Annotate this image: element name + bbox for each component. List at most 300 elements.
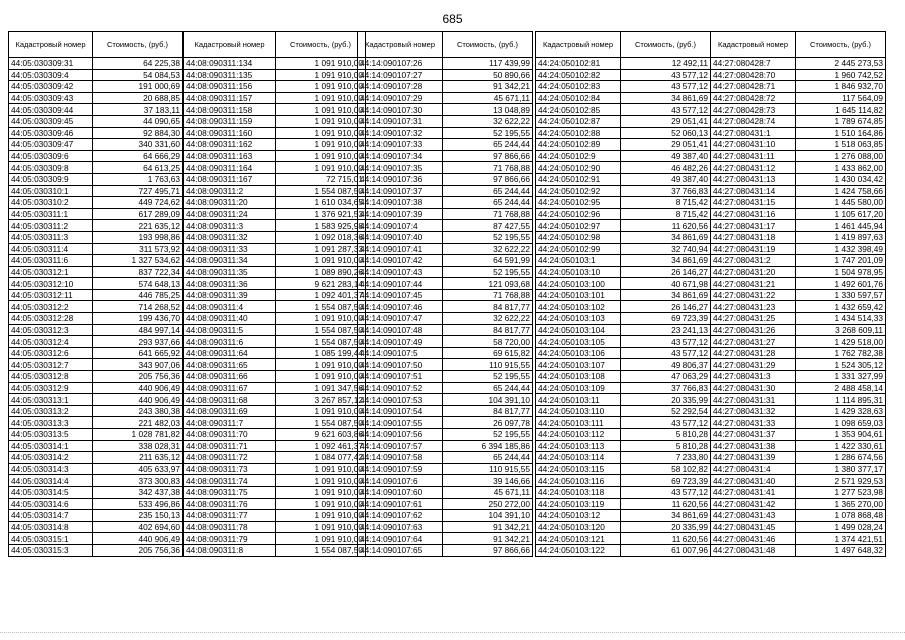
table-row [358,475,533,487]
table-row [711,324,886,336]
cadastral-number-cell: 44:24:050102:81 [536,58,621,70]
cadastral-number-cell: 44:05:030313:1 [9,394,93,406]
table-row [9,208,183,220]
cost-cell: 1 091 910,00 [276,475,366,487]
cadastral-number-cell: 44:14:090107:57 [358,440,443,452]
table-row [711,220,886,232]
table-row [358,347,533,359]
cost-cell: 1 330 597,57 [796,289,886,301]
cost-cell: 7 233,80 [621,452,711,464]
table-row [9,197,183,209]
table-row [184,336,366,348]
table-row [358,382,533,394]
cost-cell: 1 092 401,37 [276,289,366,301]
cadastral-number-cell: 44:24:050103:122 [536,544,621,556]
cadastral-table-4 [535,31,711,557]
table-row [711,115,886,127]
table-row [536,475,711,487]
table-row [9,313,183,325]
cost-cell: 61 007,96 [621,544,711,556]
cadastral-number-cell: 44:08:090311:65 [184,359,276,371]
cost-cell: 91 342,21 [443,81,533,93]
cost-cell: 1 091 910,00 [276,359,366,371]
cost-cell: 1 091 910,00 [276,139,366,151]
cost-cell: 87 427,55 [443,220,533,232]
cost-cell: 37 766,83 [621,382,711,394]
cadastral-number-cell: 44:27:080431:3 [711,371,796,383]
cost-cell: 1 114 895,31 [796,394,886,406]
cost-cell: 44 090,65 [93,115,183,127]
cadastral-number-cell: 44:08:090311:156 [184,81,276,93]
table-row [711,243,886,255]
cadastral-number-cell: 44:24:050103:109 [536,382,621,394]
table-row [184,521,366,533]
cost-cell: 1 092 018,36 [276,231,366,243]
cadastral-number-cell: 44:24:050102:85 [536,104,621,116]
cadastral-number-cell: 44:14:090107:53 [358,394,443,406]
table-row [358,359,533,371]
cost-cell: 1 376 921,53 [276,208,366,220]
cadastral-number-cell: 44:24:050102:91 [536,173,621,185]
table-row [711,544,886,556]
cadastral-number-cell: 44:14:090107:63 [358,521,443,533]
cost-cell: 110 915,55 [443,359,533,371]
cadastral-number-cell: 44:24:050102:82 [536,69,621,81]
cost-cell: 58 720,00 [443,336,533,348]
cadastral-number-cell: 44:05:030312:28 [9,313,93,325]
cost-cell: 1 091 910,00 [276,405,366,417]
cadastral-number-cell: 44:14:090107:30 [358,104,443,116]
cost-cell: 69 723,39 [621,313,711,325]
table-row [9,289,183,301]
cadastral-number-cell: 44:05:030312:2 [9,301,93,313]
cadastral-number-cell: 44:08:090311:70 [184,429,276,441]
table-row [536,463,711,475]
cost-cell: 84 817,77 [443,324,533,336]
cadastral-number-cell: 44:14:090107:60 [358,486,443,498]
cost-cell: 11 620,56 [621,533,711,545]
cost-cell: 65 244,44 [443,452,533,464]
cadastral-number-cell: 44:27:080431:28 [711,347,796,359]
cadastral-number-cell: 44:08:090311:39 [184,289,276,301]
cost-cell: 50 890,66 [443,69,533,81]
cost-cell: 32 622,22 [443,115,533,127]
cost-cell: 1 078 868,48 [796,510,886,522]
table-row [358,510,533,522]
cadastral-number-cell: 44:27:080431:20 [711,266,796,278]
cadastral-number-cell: 44:14:090107:31 [358,115,443,127]
cost-cell: 34 861,69 [621,289,711,301]
table-row [536,359,711,371]
table-row [184,278,366,290]
cost-cell: 1 645 114,82 [796,104,886,116]
table-row [711,301,886,313]
cadastral-number-cell: 44:14:090107:42 [358,255,443,267]
table-row [711,208,886,220]
table-row [358,336,533,348]
cost-cell: 727 495,71 [93,185,183,197]
cadastral-number-cell: 44:08:090311:72 [184,452,276,464]
table-header-row [711,32,886,58]
table-row [358,115,533,127]
table-row [184,440,366,452]
cost-cell: 1 497 648,32 [796,544,886,556]
cost-cell: 1 091 910,00 [276,510,366,522]
cadastral-number-cell: 44:08:090311:66 [184,371,276,383]
cadastral-number-cell: 44:14:090107:56 [358,429,443,441]
cadastral-number-cell: 44:05:030309:31 [9,58,93,70]
table-row [184,231,366,243]
cadastral-number-cell: 44:24:050103:107 [536,359,621,371]
cadastral-number-cell: 44:24:050103:10 [536,266,621,278]
cost-cell: 11 620,56 [621,498,711,510]
cadastral-number-cell: 44:05:030309:46 [9,127,93,139]
table-row [358,208,533,220]
table-row [711,394,886,406]
table-row [358,162,533,174]
cost-cell: 1 091 910,00 [276,486,366,498]
cadastral-number-cell: 44:14:090107:35 [358,162,443,174]
cadastral-number-cell: 44:27:080431:1 [711,127,796,139]
table-row [358,544,533,556]
cadastral-number-cell: 44:14:090107:36 [358,173,443,185]
table-row [536,510,711,522]
cost-cell: 1 504 978,95 [796,266,886,278]
table-row [9,185,183,197]
cadastral-number-cell: 44:08:090311:134 [184,58,276,70]
table-row [711,452,886,464]
cost-cell: 1 091 287,33 [276,243,366,255]
table-row [184,405,366,417]
cost-cell: 837 722,34 [93,266,183,278]
cadastral-number-cell: 44:24:050102:95 [536,197,621,209]
table-row [9,452,183,464]
header-cost: Стоимость, (руб.) [93,32,183,58]
cadastral-number-cell: 44:14:090107:39 [358,208,443,220]
cost-cell: 43 577,12 [621,347,711,359]
cost-cell: 211 635,12 [93,452,183,464]
cost-cell: 1 554 087,50 [276,417,366,429]
cadastral-number-cell: 44:08:090311:36 [184,278,276,290]
cost-cell: 1 105 617,20 [796,208,886,220]
table-row [184,58,366,70]
cost-cell: 1 091 910,00 [276,81,366,93]
table-row [358,440,533,452]
cadastral-number-cell: 44:24:050102:92 [536,185,621,197]
table-row [536,266,711,278]
cost-cell: 1 583 925,98 [276,220,366,232]
cost-cell: 52 195,55 [443,429,533,441]
table-row [184,313,366,325]
cost-cell: 91 342,21 [443,533,533,545]
table-row [711,162,886,174]
cost-cell: 1 091 910,00 [276,521,366,533]
cadastral-number-cell: 44:27:080431:10 [711,139,796,151]
table-row [184,127,366,139]
cadastral-number-cell: 44:14:090107:26 [358,58,443,70]
cost-cell: 11 620,56 [621,220,711,232]
cadastral-number-cell: 44:05:030312:6 [9,347,93,359]
cost-cell: 1 432 659,42 [796,301,886,313]
cadastral-number-cell: 44:05:030313:2 [9,405,93,417]
table-row [711,150,886,162]
cadastral-number-cell: 44:24:050103:102 [536,301,621,313]
table-row [184,544,366,556]
cadastral-number-cell: 44:08:090311:67 [184,382,276,394]
cost-cell: 52 195,55 [443,371,533,383]
cost-cell: 2 571 929,53 [796,475,886,487]
table-row [358,324,533,336]
cadastral-number-cell: 44:14:090107:48 [358,324,443,336]
table-row [184,208,366,220]
cadastral-number-cell: 44:27:080428:71 [711,81,796,93]
cost-cell: 104 391,10 [443,510,533,522]
cadastral-number-cell: 44:24:050103:12 [536,510,621,522]
cost-cell: 1 554 087,50 [276,185,366,197]
cost-cell: 1 762 782,38 [796,347,886,359]
cadastral-number-cell: 44:24:050103:111 [536,417,621,429]
cadastral-number-cell: 44:05:030313:3 [9,417,93,429]
cadastral-number-cell: 44:05:030312:9 [9,382,93,394]
table-row [711,417,886,429]
table-row [536,69,711,81]
cost-cell: 1 554 087,50 [276,336,366,348]
cadastral-table-5 [710,31,886,557]
table-row [9,336,183,348]
cost-cell: 1 422 330,61 [796,440,886,452]
cost-cell: 32 622,22 [443,243,533,255]
table-row [711,278,886,290]
cost-cell: 5 810,28 [621,440,711,452]
table-row [9,220,183,232]
cost-cell: 49 806,37 [621,359,711,371]
cadastral-number-cell: 44:24:050103:114 [536,452,621,464]
cost-cell: 1 091 910,00 [276,313,366,325]
cost-cell: 3 267 857,12 [276,394,366,406]
cost-cell: 1 461 445,94 [796,220,886,232]
cadastral-number-cell: 44:05:030314:8 [9,521,93,533]
cadastral-number-cell: 44:08:090311:69 [184,405,276,417]
table-row [358,243,533,255]
cost-cell: 1 331 327,99 [796,371,886,383]
table-row [536,185,711,197]
cadastral-number-cell: 44:27:080431:33 [711,417,796,429]
cadastral-number-cell: 44:08:090311:158 [184,104,276,116]
cost-cell: 191 000,69 [93,81,183,93]
table-row [358,394,533,406]
cost-cell: 205 756,36 [93,544,183,556]
cadastral-number-cell: 44:14:090107:37 [358,185,443,197]
cadastral-number-cell: 44:08:090311:79 [184,533,276,545]
cadastral-number-cell: 44:27:080428:7 [711,58,796,70]
header-cadastral-number: Кадастровый номер [536,32,621,58]
cost-cell: 440 906,49 [93,382,183,394]
table-row [711,486,886,498]
table-row [9,347,183,359]
cadastral-number-cell: 44:24:050103:103 [536,313,621,325]
cost-cell: 1 091 910,00 [276,150,366,162]
table-row [711,440,886,452]
table-row [711,266,886,278]
table-row [711,510,886,522]
cost-cell: 29 051,41 [621,115,711,127]
cost-cell: 58 102,82 [621,463,711,475]
cadastral-number-cell: 44:24:050103:121 [536,533,621,545]
cost-cell: 1 960 742,52 [796,69,886,81]
cost-cell: 54 084,53 [93,69,183,81]
cadastral-number-cell: 44:27:080431:19 [711,243,796,255]
cost-cell: 1 846 932,70 [796,81,886,93]
cost-cell: 43 577,12 [621,417,711,429]
cadastral-number-cell: 44:27:080431:22 [711,289,796,301]
cadastral-number-cell: 44:24:050103:119 [536,498,621,510]
cadastral-number-cell: 44:24:050102:88 [536,127,621,139]
cadastral-number-cell: 44:27:080431:27 [711,336,796,348]
table-row [711,313,886,325]
table-row [536,440,711,452]
cost-cell: 71 768,88 [443,208,533,220]
table-row [711,347,886,359]
table-row [711,173,886,185]
header-cadastral-number: Кадастровый номер [711,32,796,58]
table-row [358,58,533,70]
cadastral-number-cell: 44:08:090311:160 [184,127,276,139]
table-row [9,486,183,498]
cadastral-number-cell: 44:05:030312:8 [9,371,93,383]
table-row [184,417,366,429]
cadastral-number-cell: 44:14:090107:34 [358,150,443,162]
cadastral-number-cell: 44:27:080431:17 [711,220,796,232]
cadastral-number-cell: 44:08:090311:162 [184,139,276,151]
cost-cell: 1 492 601,76 [796,278,886,290]
cost-cell: 2 488 458,14 [796,382,886,394]
table-row [358,104,533,116]
cost-cell: 221 635,12 [93,220,183,232]
table-header-row [358,32,533,58]
cadastral-number-cell: 44:14:090107:6 [358,475,443,487]
cadastral-number-cell: 44:08:090311:32 [184,231,276,243]
table-row [536,417,711,429]
cost-cell: 40 671,98 [621,278,711,290]
cost-cell: 1 091 910,00 [276,104,366,116]
cadastral-number-cell: 44:27:080431:26 [711,324,796,336]
table-row [711,139,886,151]
table-row [184,197,366,209]
table-row [536,231,711,243]
cost-cell: 26 146,27 [621,301,711,313]
cost-cell: 9 621 283,14 [276,278,366,290]
cost-cell: 617 289,09 [93,208,183,220]
table-row [358,371,533,383]
cadastral-number-cell: 44:08:090311:167 [184,173,276,185]
cost-cell: 69 723,39 [621,475,711,487]
cadastral-number-cell: 44:08:090311:163 [184,150,276,162]
cadastral-number-cell: 44:08:090311:157 [184,92,276,104]
cadastral-number-cell: 44:14:090107:59 [358,463,443,475]
table-row [9,359,183,371]
cadastral-number-cell: 44:27:080431:4 [711,463,796,475]
table-row [9,382,183,394]
cadastral-number-cell: 44:24:050103:108 [536,371,621,383]
cadastral-number-cell: 44:08:090311:40 [184,313,276,325]
cadastral-number-cell: 44:05:030312:7 [9,359,93,371]
table-row [711,371,886,383]
table-row [536,336,711,348]
cadastral-number-cell: 44:05:030309:4 [9,69,93,81]
table-row [184,324,366,336]
cost-cell: 34 861,69 [621,92,711,104]
cost-cell: 52 292,54 [621,405,711,417]
cadastral-number-cell: 44:27:080431:37 [711,429,796,441]
cadastral-number-cell: 44:08:090311:7 [184,417,276,429]
cadastral-number-cell: 44:08:090311:8 [184,544,276,556]
cost-cell: 46 482,26 [621,162,711,174]
table-row [9,521,183,533]
cadastral-number-cell: 44:14:090107:38 [358,197,443,209]
cost-cell: 39 146,66 [443,475,533,487]
cadastral-number-cell: 44:14:090107:29 [358,92,443,104]
cadastral-number-cell: 44:27:080431:45 [711,521,796,533]
cost-cell: 52 060,13 [621,127,711,139]
cadastral-number-cell: 44:27:080431:16 [711,208,796,220]
cost-cell: 84 817,77 [443,405,533,417]
cost-cell: 37 183,11 [93,104,183,116]
table-row [358,139,533,151]
cost-cell: 97 866,66 [443,150,533,162]
cadastral-number-cell: 44:05:030309:9 [9,173,93,185]
table-row [184,173,366,185]
table-header-row [536,32,711,58]
table-row [9,104,183,116]
table-row [358,313,533,325]
table-row [358,533,533,545]
cost-cell: 449 724,62 [93,197,183,209]
table-row [184,347,366,359]
cadastral-number-cell: 44:14:090107:55 [358,417,443,429]
table-row [184,139,366,151]
table-row [358,92,533,104]
cadastral-number-cell: 44:08:090311:64 [184,347,276,359]
cost-cell: 49 387,40 [621,173,711,185]
cadastral-number-cell: 44:27:080431:30 [711,382,796,394]
cadastral-number-cell: 44:08:090311:24 [184,208,276,220]
cost-cell: 3 268 609,11 [796,324,886,336]
cadastral-number-cell: 44:08:090311:78 [184,521,276,533]
cost-cell: 373 300,83 [93,475,183,487]
cadastral-number-cell: 44:24:050103:115 [536,463,621,475]
table-row [536,243,711,255]
cadastral-number-cell: 44:24:050102:96 [536,208,621,220]
cadastral-number-cell: 44:05:030315:1 [9,533,93,545]
table-row [184,486,366,498]
cost-cell: 84 817,77 [443,301,533,313]
cost-cell: 32 622,22 [443,313,533,325]
table-row [184,301,366,313]
cadastral-number-cell: 44:14:090107:40 [358,231,443,243]
table-row [184,289,366,301]
cost-cell: 26 146,27 [621,266,711,278]
cost-cell: 1 429 328,63 [796,405,886,417]
cost-cell: 311 573,92 [93,243,183,255]
cost-cell: 1 091 910,00 [276,92,366,104]
cost-cell: 1 524 305,12 [796,359,886,371]
cadastral-number-cell: 44:14:090107:4 [358,220,443,232]
cadastral-number-cell: 44:27:080431:38 [711,440,796,452]
cadastral-number-cell: 44:05:030315:3 [9,544,93,556]
table-row [184,498,366,510]
table-row [9,173,183,185]
table-row [711,405,886,417]
